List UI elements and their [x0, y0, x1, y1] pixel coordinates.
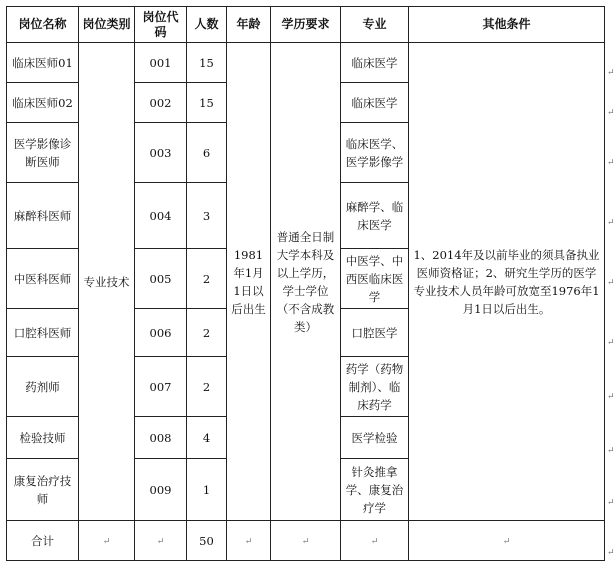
position-major: 药学（药物制剂）、临床药学	[341, 357, 409, 417]
row-end-mark: ↵	[607, 68, 615, 78]
row-end-mark: ↵	[607, 392, 615, 402]
position-count: 2	[187, 357, 227, 417]
position-major: 口腔医学	[341, 309, 409, 357]
cell-end-mark: ↵	[370, 536, 379, 547]
age-requirement: 1981年1月1日以后出生	[227, 43, 271, 521]
cell-end-mark: ↵	[502, 536, 511, 547]
position-name: 临床医师01	[7, 43, 79, 83]
header-name: 岗位名称	[7, 7, 79, 43]
position-count: 4	[187, 417, 227, 459]
cell-end-mark: ↵	[244, 536, 253, 547]
position-count: 15	[187, 43, 227, 83]
row-end-mark: ↵	[607, 548, 615, 558]
empty-cell	[409, 521, 605, 561]
table-row	[7, 43, 605, 83]
empty-cell	[135, 521, 187, 561]
header-major: 专业	[341, 7, 409, 43]
position-code: 009	[135, 459, 187, 521]
row-end-mark: ↵	[607, 498, 615, 508]
header-age: 年龄	[227, 7, 271, 43]
row-end-mark: ↵	[607, 446, 615, 456]
position-name: 临床医师02	[7, 83, 79, 123]
other-conditions: 1、2014年及以前毕业的须具备执业医师资格证；2、研究生学历的医学专业技术人员年龄可放宽至1976年1月1日以后出生。	[409, 43, 605, 521]
cell-end-mark: ↵	[301, 536, 310, 547]
position-code: 007	[135, 357, 187, 417]
position-count: 2	[187, 249, 227, 309]
cell-end-mark: ↵	[102, 536, 111, 547]
position-code: 004	[135, 183, 187, 249]
recruitment-table	[6, 6, 605, 561]
position-count: 6	[187, 123, 227, 183]
position-count: 1	[187, 459, 227, 521]
total-label: 合计	[7, 521, 79, 561]
position-major: 针灸推拿学、康复治疗学	[341, 459, 409, 521]
position-code: 006	[135, 309, 187, 357]
empty-cell	[227, 521, 271, 561]
header-other: 其他条件	[409, 7, 605, 43]
position-name: 麻醉科医师	[7, 183, 79, 249]
position-major: 医学检验	[341, 417, 409, 459]
position-code: 002	[135, 83, 187, 123]
row-end-mark: ↵	[607, 278, 615, 288]
position-name: 中医科医师	[7, 249, 79, 309]
position-name: 口腔科医师	[7, 309, 79, 357]
row-end-mark: ↵	[607, 108, 615, 118]
header-education: 学历要求	[271, 7, 341, 43]
position-category: 专业技术	[79, 43, 135, 521]
cell-end-mark: ↵	[156, 536, 165, 547]
row-end-mark: ↵	[607, 158, 615, 168]
position-major: 麻醉学、临床医学	[341, 183, 409, 249]
position-major: 临床医学	[341, 43, 409, 83]
position-count: 2	[187, 309, 227, 357]
position-count: 15	[187, 83, 227, 123]
total-count: 50	[187, 521, 227, 561]
header-category: 岗位类别	[79, 7, 135, 43]
header-row	[7, 7, 605, 43]
position-major: 中医学、中西医临床医学	[341, 249, 409, 309]
header-code: 岗位代码	[135, 7, 187, 43]
empty-cell	[341, 521, 409, 561]
header-count: 人数	[187, 7, 227, 43]
position-code: 001	[135, 43, 187, 83]
position-code: 003	[135, 123, 187, 183]
position-name: 检验技师	[7, 417, 79, 459]
empty-cell	[79, 521, 135, 561]
position-name: 医学影像诊断医师	[7, 123, 79, 183]
row-end-mark: ↵	[607, 338, 615, 348]
position-count: 3	[187, 183, 227, 249]
education-requirement: 普通全日制大学本科及以上学历，学士学位（不含成教类）	[271, 43, 341, 521]
position-name: 康复治疗技师	[7, 459, 79, 521]
position-code: 008	[135, 417, 187, 459]
row-end-mark: ↵	[607, 218, 615, 228]
position-major: 临床医学	[341, 83, 409, 123]
position-name: 药剂师	[7, 357, 79, 417]
total-row	[7, 521, 605, 561]
empty-cell	[271, 521, 341, 561]
position-code: 005	[135, 249, 187, 309]
position-major: 临床医学、医学影像学	[341, 123, 409, 183]
